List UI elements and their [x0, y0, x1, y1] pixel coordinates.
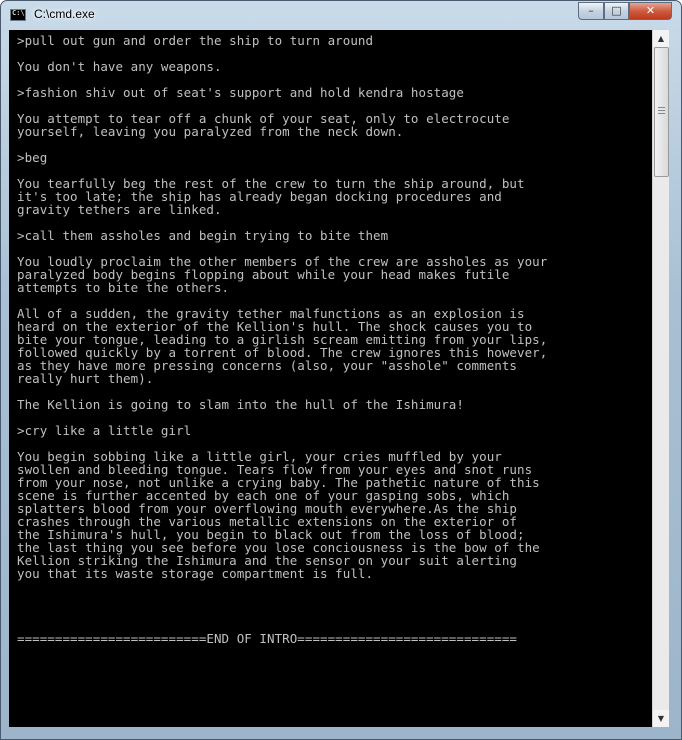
output-line: You attempt to tear off a chunk of your seat, only to electrocute: [17, 111, 510, 126]
command-line: >cry like a little girl: [17, 423, 192, 438]
thumb-grip: [658, 113, 665, 114]
blank-line: [17, 580, 649, 593]
output-line: All of a sudden, the gravity tether malfunctions as an explosion is: [17, 306, 525, 321]
output-line: The Kellion is going to slam into the hull of the Ishimura!: [17, 397, 464, 412]
output-line: =========================END OF INTRO=============================: [17, 631, 517, 646]
output-line: scene is further accented by each one of your gasping sobs, which: [17, 488, 510, 503]
output-line: crashes through the various metallic extensions on the exterior of: [17, 514, 517, 529]
blank-line: [17, 138, 649, 151]
scroll-down-arrow-icon[interactable]: ▼: [653, 710, 669, 727]
output-line: You loudly proclaim the other members of the crew are assholes as your: [17, 254, 548, 269]
output-line: from your nose, not unlike a crying baby. The pathetic nature of this: [17, 475, 540, 490]
window-title: C:\cmd.exe: [34, 7, 95, 21]
output-line: splatters blood from your overflowing mouth everywhere.As the ship: [17, 501, 517, 516]
command-line: >call them assholes and begin trying to bite them: [17, 228, 389, 243]
command-line: >pull out gun and order the ship to turn around: [17, 33, 374, 48]
output-line: it's too late; the ship has already began docking procedures and: [17, 189, 502, 204]
output-line: really hurt them).: [17, 371, 154, 386]
output-line: as they have more pressing concerns (also, your "asshole" comments: [17, 358, 517, 373]
output-line: paralyzed body begins flopping about while your head makes futile: [17, 267, 510, 282]
output-line: attempts to bite the others.: [17, 280, 230, 295]
vertical-scrollbar[interactable]: [652, 30, 669, 727]
output-line: swollen and bleeding tongue. Tears flow from your eyes and snot runs: [17, 462, 533, 477]
output-line: Kellion striking the Ishimura and the sensor on your suit alerting: [17, 553, 517, 568]
scroll-thumb[interactable]: [654, 47, 669, 177]
output-line: followed quickly by a torrent of blood. The crew ignores this however,: [17, 345, 548, 360]
output-line: heard on the exterior of the Kellion's hull. The shock causes you to: [17, 319, 533, 334]
output-line: You tearfully beg the rest of the crew to turn the ship around, but: [17, 176, 525, 191]
output-line: bite your tongue, leading to a girlish scream emitting from your lips,: [17, 332, 548, 347]
output-line: the Ishimura's hull, you begin to black out from the loss of blood;: [17, 527, 525, 542]
minimize-button[interactable]: –: [578, 2, 604, 20]
thumb-grip: [658, 110, 665, 111]
cmd-prompt-icon[interactable]: [10, 9, 26, 21]
output-line: You begin sobbing like a little girl, your cries muffled by your: [17, 449, 502, 464]
scroll-up-arrow-icon[interactable]: ▲: [653, 30, 669, 47]
blank-line: [17, 593, 649, 606]
console-output[interactable]: [9, 30, 652, 727]
maximize-button[interactable]: □: [604, 2, 629, 20]
output-line: you that its waste storage compartment is full.: [17, 566, 374, 581]
output-line: the last thing you see before you lose conciousness is the bow of the: [17, 540, 540, 555]
command-line: >fashion shiv out of seat's support and hold kendra hostage: [17, 85, 464, 100]
thumb-grip: [658, 107, 665, 108]
title-bar[interactable]: [1, 1, 681, 29]
command-line: >beg: [17, 150, 48, 165]
output-line: gravity tethers are linked.: [17, 202, 222, 217]
blank-line: [17, 606, 649, 619]
console-text: [17, 34, 649, 645]
close-button[interactable]: ✕: [629, 2, 672, 20]
output-line: yourself, leaving you paralyzed from the neck down.: [17, 124, 404, 139]
output-line: You don't have any weapons.: [17, 59, 222, 74]
